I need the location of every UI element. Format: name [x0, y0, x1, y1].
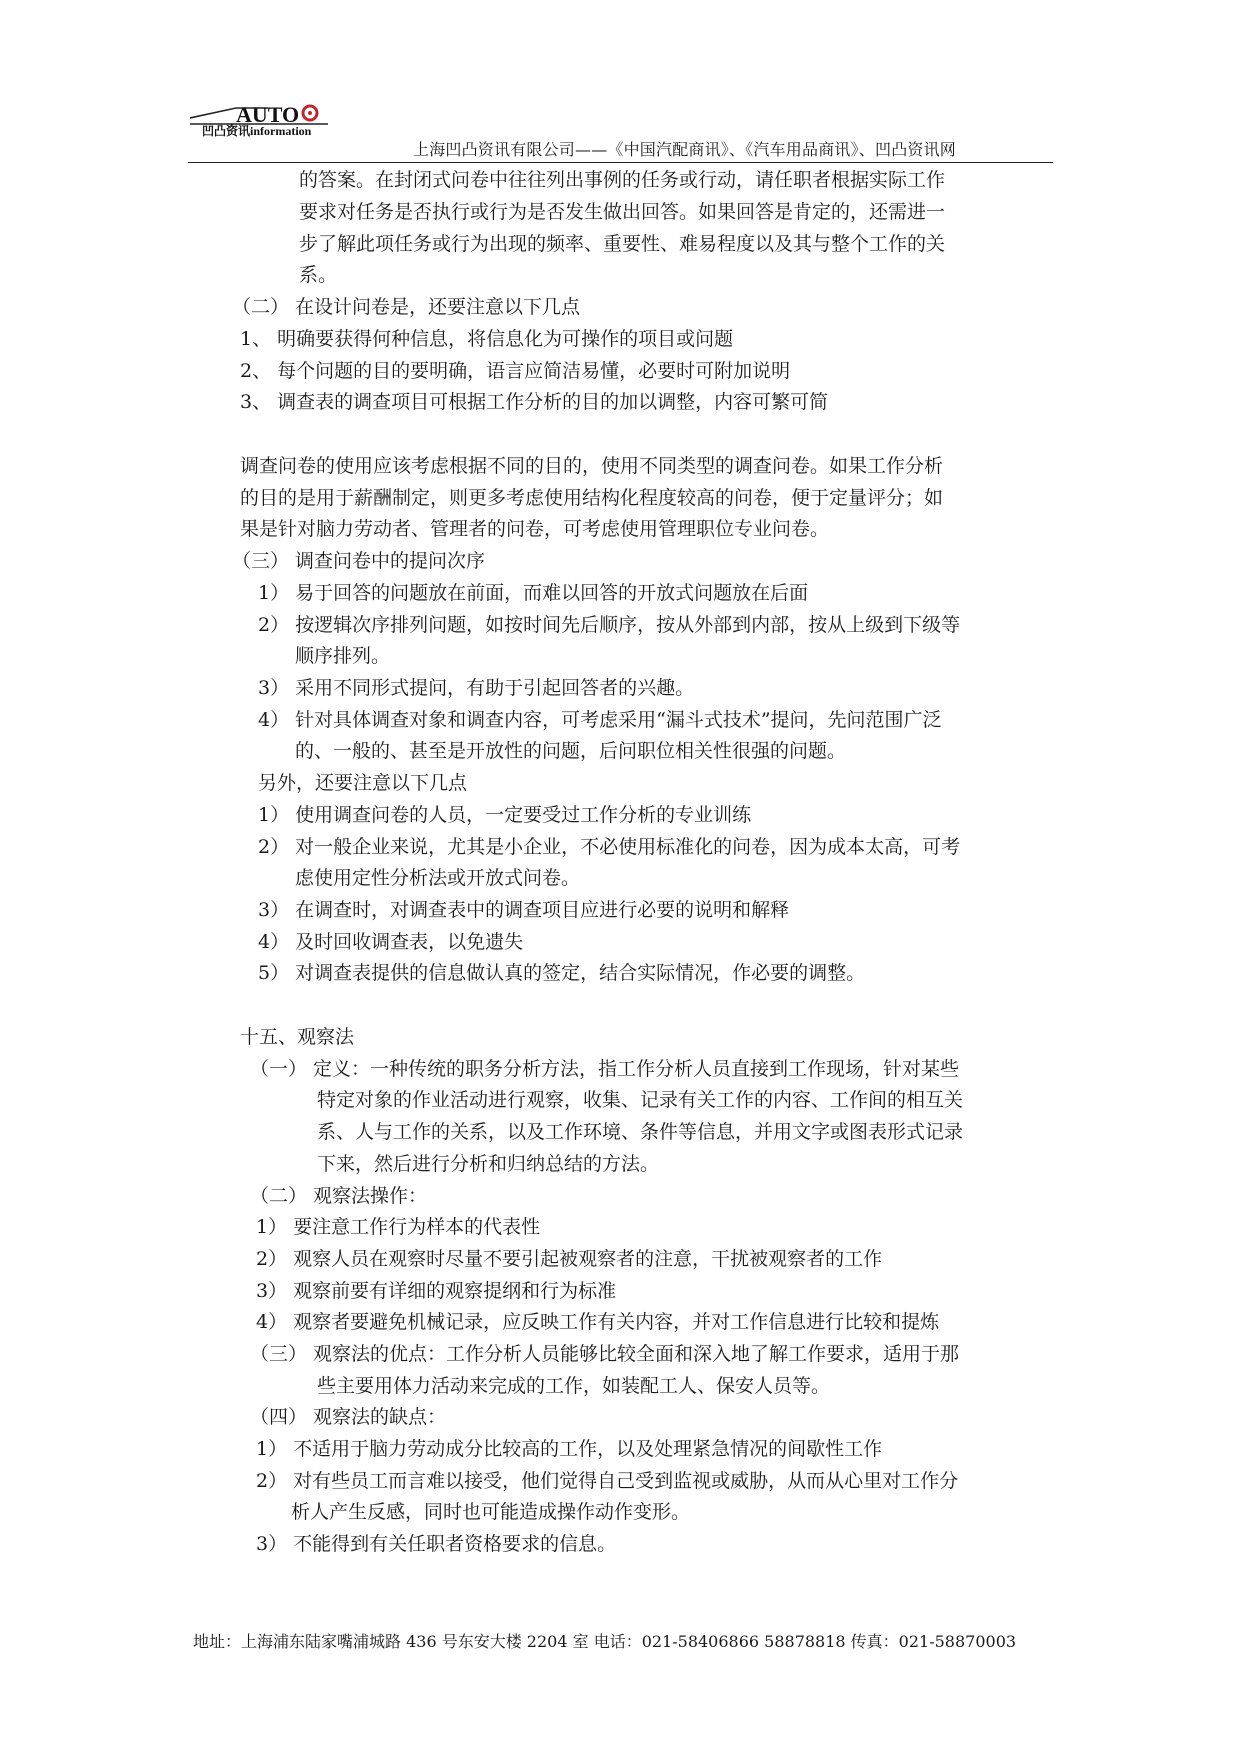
list-item: 2、 每个问题的目的要明确，语言应简洁易懂，必要时可附加说明	[240, 360, 791, 382]
list-item: 3、 调查表的调查项目可根据工作分析的目的加以调整，内容可繁可简	[240, 391, 829, 413]
list-item: 3） 不能得到有关任职者资格要求的信息。	[256, 1533, 617, 1555]
paragraph-line: 的目的是用于薪酬制定，则更多考虑使用结构化程度较高的问卷，便于定量评分；如	[240, 487, 944, 509]
section-title: 十五、观察法	[240, 1026, 355, 1048]
paragraph-line: 果是针对脑力劳动者、管理者的问卷，可考虑使用管理职位专业问卷。	[240, 518, 830, 540]
footer-contact: 地址：上海浦东陆家嘴浦城路 436 号东安大楼 2204 室 电话：021-58406866 58878818 传真：021-58870003	[193, 1632, 1017, 1651]
section-heading: （四） 观察法的缺点：	[250, 1406, 447, 1428]
section-heading: （三） 调查问卷中的提问次序	[232, 550, 486, 572]
list-item: 4） 针对具体调查对象和调查内容，可考虑采用“漏斗式技术”提问，先问范围广泛	[258, 709, 942, 731]
body-line: 系。	[299, 264, 338, 286]
list-item: 3） 在调查时，对调查表中的调查项目应进行必要的说明和解释	[258, 899, 790, 921]
list-item: 1） 要注意工作行为样本的代表性	[256, 1216, 541, 1238]
section-heading: （二） 在设计问卷是，还要注意以下几点	[232, 296, 581, 318]
list-item: 2） 观察人员在观察时尽量不要引起被观察者的注意，干扰被观察者的工作	[256, 1248, 883, 1270]
logo-subtitle: 凹凸资讯information	[202, 124, 312, 138]
list-item: 4） 观察者要避免机械记录，应反映工作有关内容，并对工作信息进行比较和提炼	[256, 1311, 940, 1333]
list-item-continuation: 的、一般的、甚至是开放性的问题，后问职位相关性很强的问题。	[295, 740, 847, 762]
paragraph-line: 些主要用体力活动来完成的工作，如装配工人、保安人员等。	[317, 1375, 831, 1397]
list-item-continuation: 析人产生反感，同时也可能造成操作动作变形。	[291, 1501, 691, 1523]
list-item-continuation: 虑使用定性分析法或开放式问卷。	[295, 867, 581, 889]
section-heading: （二） 观察法操作：	[250, 1185, 428, 1207]
list-item: 1、 明确要获得何种信息，将信息化为可操作的项目或问题	[240, 328, 734, 350]
section-heading: （三） 观察法的优点：工作分析人员能够比较全面和深入地了解工作要求，适用于那	[250, 1343, 960, 1365]
logo-wordmark: AUTO	[236, 102, 300, 127]
paragraph-line: 特定对象的作业活动进行观察，收集、记录有关工作的内容、工作间的相互关	[317, 1089, 964, 1111]
list-item: 2） 对一般企业来说，尤其是小企业，不必使用标准化的问卷，因为成本太高，可考	[258, 836, 961, 858]
body-line: 要求对任务是否执行或行为是否发生做出回答。如果回答是肯定的，还需进一	[299, 201, 946, 223]
list-item: 2） 对有些员工而言难以接受，他们觉得自己受到监视或威胁，从而从心里对工作分	[256, 1470, 959, 1492]
list-item: 4） 及时回收调查表，以免遗失	[258, 931, 524, 953]
list-item: 1） 不适用于脑力劳动成分比较高的工作，以及处理紧急情况的间歇性工作	[256, 1438, 883, 1460]
section-heading: （一） 定义：一种传统的职务分析方法，指工作分析人员直接到工作现场，针对某些	[250, 1058, 960, 1080]
header-company-text: 上海凹凸资讯有限公司——《中国汽配商讯》、《汽车用品商讯》、凹凸资讯网	[413, 140, 957, 159]
list-item-continuation: 顺序排列。	[295, 645, 391, 667]
body-line: 步了解此项任务或行为出现的频率、重要性、难易程度以及其与整个工作的关	[299, 233, 946, 255]
list-item: 2） 按逻辑次序排列问题，如按时间先后顺序，按从外部到内部，按从上级到下级等	[258, 614, 961, 636]
list-item: 5） 对调查表提供的信息做认真的签定，结合实际情况，作必要的调整。	[258, 962, 866, 984]
paragraph-line: 下来，然后进行分析和归纳总结的方法。	[317, 1153, 660, 1175]
list-item: 3） 观察前要有详细的观察提纲和行为标准	[256, 1280, 617, 1302]
list-item: 3） 采用不同形式提问，有助于引起回答者的兴趣。	[258, 677, 695, 699]
paragraph-line: 系、人与工作的关系，以及工作环境、条件等信息，并用文字或图表形式记录	[317, 1121, 964, 1143]
paragraph-line: 调查问卷的使用应该考虑根据不同的目的，使用不同类型的调查问卷。如果工作分析	[240, 455, 944, 477]
list-item: 1） 易于回答的问题放在前面，而难以回答的开放式问题放在后面	[258, 582, 809, 604]
list-item: 1） 使用调查问卷的人员，一定要受过工作分析的专业训练	[258, 804, 752, 826]
body-line: 的答案。在封闭式问卷中往往列出事例的任务或行动，请任职者根据实际工作	[299, 169, 946, 191]
paragraph-line: 另外，还要注意以下几点	[258, 772, 468, 794]
